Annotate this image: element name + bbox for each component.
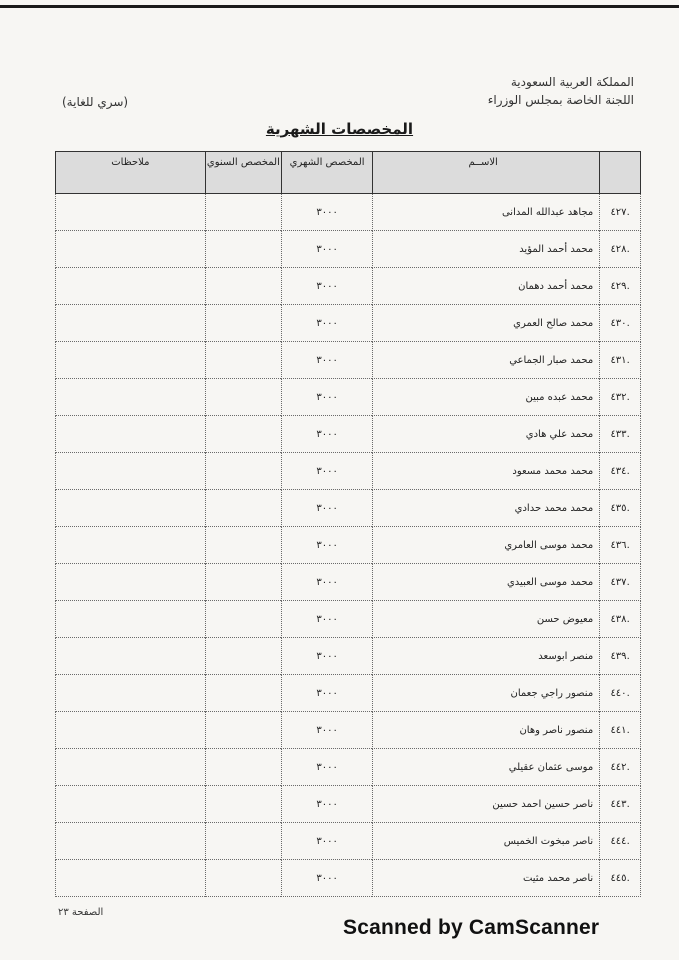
table-row — [56, 416, 641, 453]
row-annual-allowance — [205, 638, 281, 675]
table-row — [56, 268, 641, 305]
row-monthly-allowance: ٣٠٠٠ — [282, 638, 373, 675]
row-monthly-allowance: ٣٠٠٠ — [282, 712, 373, 749]
header-name: الاســم — [373, 152, 600, 194]
row-number: .٤٤٥ — [600, 860, 641, 897]
row-annual-allowance — [205, 416, 281, 453]
row-monthly-allowance: ٣٠٠٠ — [282, 379, 373, 416]
row-annual-allowance — [205, 194, 281, 231]
row-annual-allowance — [205, 527, 281, 564]
row-name: محمد محمد مسعود — [373, 453, 600, 490]
organization-header — [488, 73, 634, 109]
row-name: معيوض حسن — [373, 601, 600, 638]
row-number: .٤٣٥ — [600, 490, 641, 527]
row-name: محمد أحمد المؤيد — [373, 231, 600, 268]
row-annual-allowance — [205, 860, 281, 897]
row-name: ناصر مبخوت الخميس — [373, 823, 600, 860]
row-name: موسى عثمان عقيلي — [373, 749, 600, 786]
table-row — [56, 305, 641, 342]
table-row — [56, 231, 641, 268]
row-annual-allowance — [205, 749, 281, 786]
row-name: ناصر حسين احمد حسين — [373, 786, 600, 823]
row-monthly-allowance: ٣٠٠٠ — [282, 231, 373, 268]
top-border-rule — [0, 5, 679, 8]
row-monthly-allowance: ٣٠٠٠ — [282, 416, 373, 453]
row-annual-allowance — [205, 823, 281, 860]
row-monthly-allowance: ٣٠٠٠ — [282, 453, 373, 490]
row-number: .٤٣١ — [600, 342, 641, 379]
row-name: محمد محمد حدادي — [373, 490, 600, 527]
row-number: .٤٣٩ — [600, 638, 641, 675]
row-notes — [56, 860, 206, 897]
table-row — [56, 601, 641, 638]
table-row — [56, 749, 641, 786]
table-row — [56, 194, 641, 231]
row-monthly-allowance: ٣٠٠٠ — [282, 749, 373, 786]
row-name: مجاهد عبدالله المدانى — [373, 194, 600, 231]
row-annual-allowance — [205, 379, 281, 416]
row-number: .٤٤٤ — [600, 823, 641, 860]
row-name: محمد صالح العمري — [373, 305, 600, 342]
row-notes — [56, 453, 206, 490]
row-number: .٤٤١ — [600, 712, 641, 749]
row-notes — [56, 194, 206, 231]
row-annual-allowance — [205, 564, 281, 601]
table-row — [56, 453, 641, 490]
row-name: محمد علي هادي — [373, 416, 600, 453]
row-name: ناصر محمد مثيت — [373, 860, 600, 897]
table-row — [56, 712, 641, 749]
row-monthly-allowance: ٣٠٠٠ — [282, 194, 373, 231]
row-number: .٤٢٧ — [600, 194, 641, 231]
row-name: محمد موسى العبيدي — [373, 564, 600, 601]
row-monthly-allowance: ٣٠٠٠ — [282, 305, 373, 342]
row-number: .٤٢٩ — [600, 268, 641, 305]
row-monthly-allowance: ٣٠٠٠ — [282, 564, 373, 601]
row-annual-allowance — [205, 712, 281, 749]
row-name: محمد صبار الجماعي — [373, 342, 600, 379]
row-notes — [56, 416, 206, 453]
row-notes — [56, 638, 206, 675]
row-notes — [56, 823, 206, 860]
row-notes — [56, 749, 206, 786]
row-number: .٤٣٧ — [600, 564, 641, 601]
org-line-committee: اللجنة الخاصة بمجلس الوزراء — [487, 93, 634, 107]
classification-label: (سري للغاية) — [62, 95, 129, 109]
row-annual-allowance — [205, 453, 281, 490]
row-annual-allowance — [205, 601, 281, 638]
row-monthly-allowance: ٣٠٠٠ — [282, 527, 373, 564]
row-notes — [56, 675, 206, 712]
row-monthly-allowance: ٣٠٠٠ — [282, 786, 373, 823]
table-row — [56, 675, 641, 712]
row-notes — [56, 231, 206, 268]
row-notes — [56, 268, 206, 305]
scanner-watermark: Scanned by CamScanner — [343, 916, 600, 939]
header-monthly-allowance: المخصص الشهري — [282, 152, 373, 194]
table-row — [56, 823, 641, 860]
org-line-country: المملكة العربية السعودية — [510, 75, 634, 89]
row-monthly-allowance: ٣٠٠٠ — [282, 342, 373, 379]
row-annual-allowance — [205, 342, 281, 379]
table-body — [56, 194, 641, 897]
row-annual-allowance — [205, 305, 281, 342]
table-row — [56, 638, 641, 675]
row-name: محمد عبده مبين — [373, 379, 600, 416]
row-notes — [56, 342, 206, 379]
page-number: الصفحة ٢٣ — [58, 907, 104, 918]
row-notes — [56, 601, 206, 638]
table-row — [56, 860, 641, 897]
row-notes — [56, 490, 206, 527]
row-monthly-allowance: ٣٠٠٠ — [282, 601, 373, 638]
row-notes — [56, 564, 206, 601]
row-annual-allowance — [205, 268, 281, 305]
row-annual-allowance — [205, 675, 281, 712]
row-name: منصر ابوسعد — [373, 638, 600, 675]
table-row — [56, 786, 641, 823]
row-number: .٤٣٦ — [600, 527, 641, 564]
row-number: .٤٣٤ — [600, 453, 641, 490]
row-notes — [56, 527, 206, 564]
header-row — [56, 152, 641, 194]
table-row — [56, 379, 641, 416]
table-header — [56, 152, 641, 194]
row-number: .٤٣٣ — [600, 416, 641, 453]
table-row — [56, 527, 641, 564]
row-name: منصور راجي جعمان — [373, 675, 600, 712]
page-title: المخصصات الشهرية — [265, 120, 414, 138]
row-notes — [56, 712, 206, 749]
header-number — [600, 152, 641, 194]
table-row — [56, 490, 641, 527]
row-annual-allowance — [205, 490, 281, 527]
row-monthly-allowance: ٣٠٠٠ — [282, 675, 373, 712]
allowances-table — [55, 151, 641, 897]
row-monthly-allowance: ٣٠٠٠ — [282, 268, 373, 305]
row-number: .٤٤٠ — [600, 675, 641, 712]
row-name: محمد أحمد دهمان — [373, 268, 600, 305]
row-number: .٤٤٣ — [600, 786, 641, 823]
row-name: منصور ناصر وهان — [373, 712, 600, 749]
row-number: .٤٣٨ — [600, 601, 641, 638]
row-monthly-allowance: ٣٠٠٠ — [282, 823, 373, 860]
row-notes — [56, 786, 206, 823]
row-name: محمد موسى العامري — [373, 527, 600, 564]
row-number: .٤٣٢ — [600, 379, 641, 416]
row-number: .٤٢٨ — [600, 231, 641, 268]
row-monthly-allowance: ٣٠٠٠ — [282, 860, 373, 897]
row-number: .٤٣٠ — [600, 305, 641, 342]
table-row — [56, 564, 641, 601]
row-annual-allowance — [205, 786, 281, 823]
header-annual-allowance: المخصص السنوي — [205, 152, 281, 194]
table-row — [56, 342, 641, 379]
row-monthly-allowance: ٣٠٠٠ — [282, 490, 373, 527]
header-notes: ملاحظات — [56, 152, 206, 194]
row-notes — [56, 379, 206, 416]
row-notes — [56, 305, 206, 342]
row-number: .٤٤٢ — [600, 749, 641, 786]
row-annual-allowance — [205, 231, 281, 268]
